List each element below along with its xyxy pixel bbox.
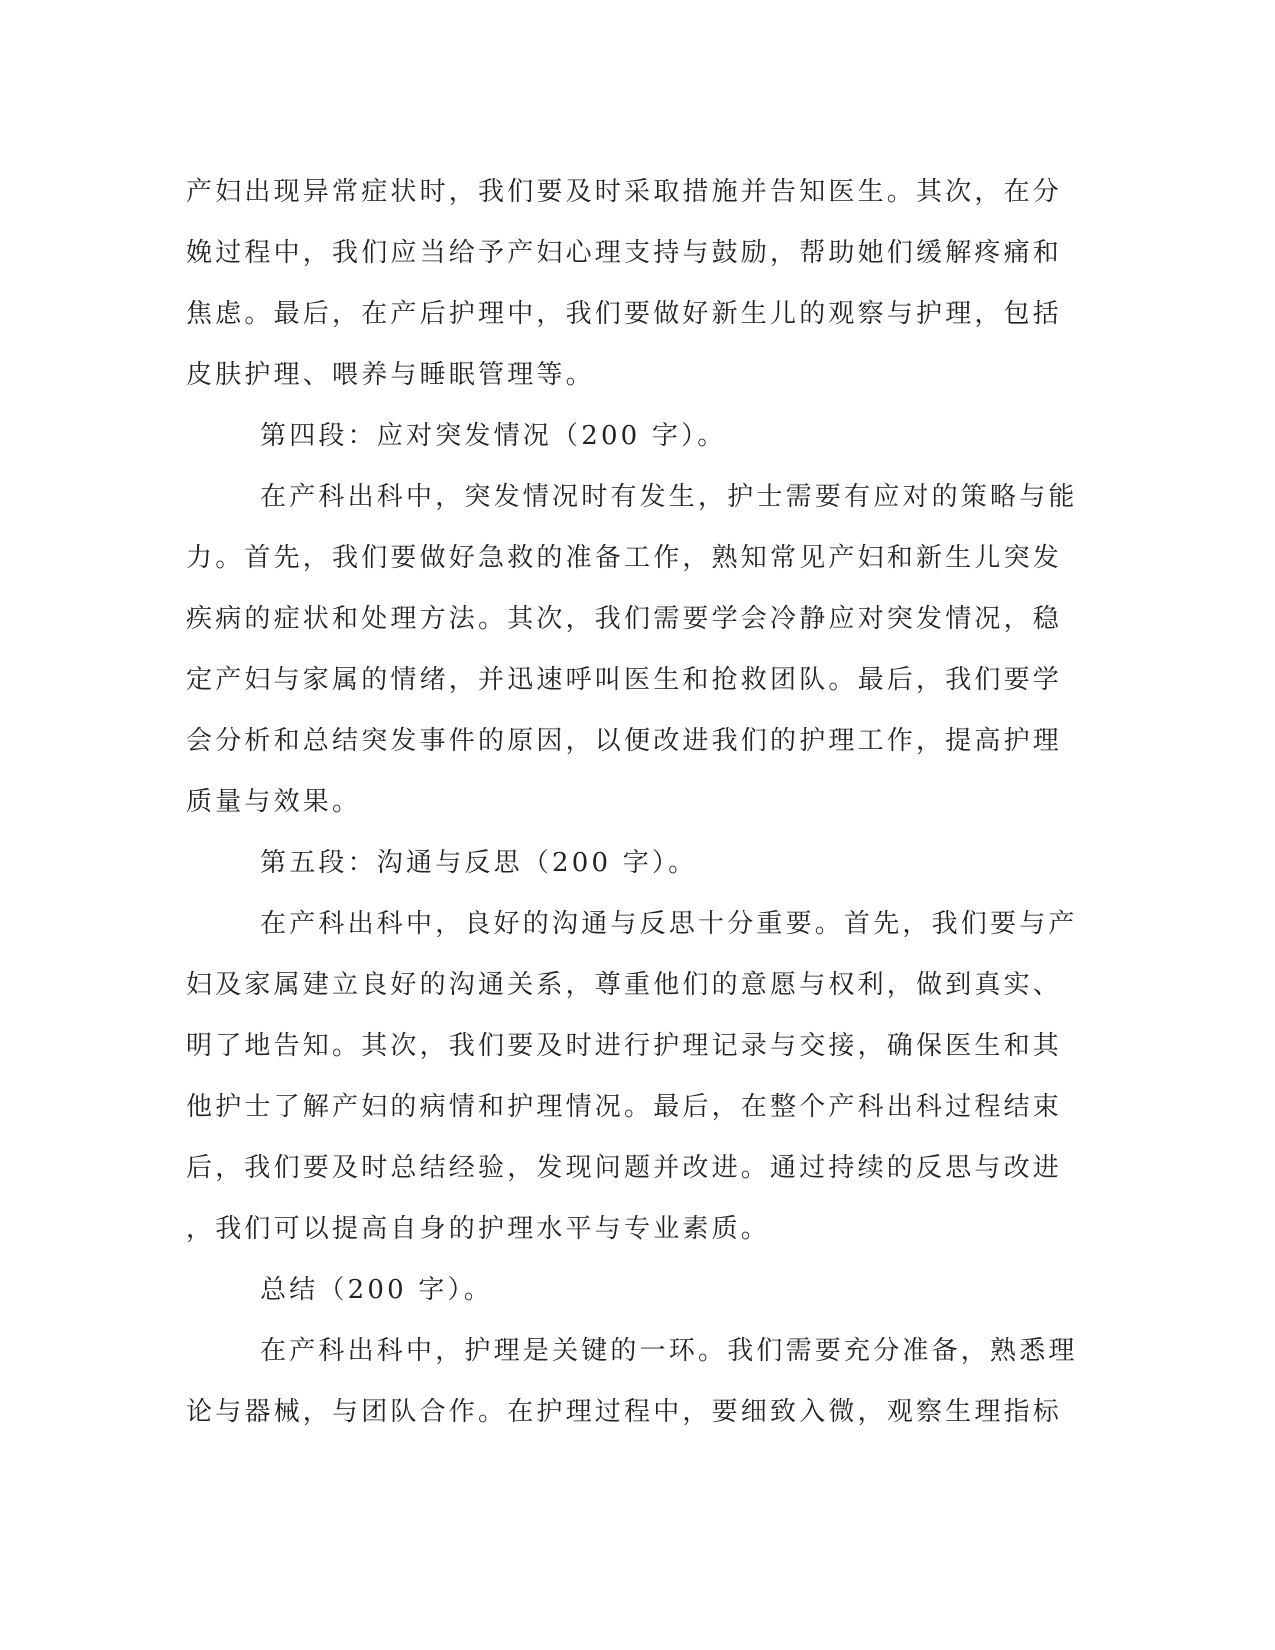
paragraph-line: 皮肤护理、喂养与睡眠管理等。 [186,360,595,390]
section-heading-summary: 总结（200 字）。 [260,1275,493,1305]
paragraph-line: 产妇出现异常症状时，我们要及时采取措施并告知医生。其次，在分 [186,177,1063,207]
paragraph-line: 在产科出科中，良好的沟通与反思十分重要。首先，我们要与产 [260,909,1078,939]
paragraph-line: 焦虑。最后，在产后护理中，我们要做好新生儿的观察与护理，包括 [186,299,1063,329]
paragraph-line: 会分析和总结突发事件的原因，以便改进我们的护理工作，提高护理 [186,726,1063,756]
paragraph-line: 他护士了解产妇的病情和护理情况。最后，在整个产科出科过程结束 [186,1092,1063,1122]
paragraph-line: 定产妇与家属的情绪，并迅速呼叫医生和抢救团队。最后，我们要学 [186,665,1063,695]
paragraph-line: 在产科出科中，突发情况时有发生，护士需要有应对的策略与能 [260,482,1078,512]
section-heading-4: 第四段：应对突发情况（200 字）。 [260,421,727,451]
paragraph-line: 娩过程中，我们应当给予产妇心理支持与鼓励，帮助她们缓解疼痛和 [186,238,1063,268]
paragraph-line: 明了地告知。其次，我们要及时进行护理记录与交接，确保医生和其 [186,1031,1063,1061]
section-heading-5: 第五段：沟通与反思（200 字）。 [260,848,698,878]
paragraph-line: 论与器械，与团队合作。在护理过程中，要细致入微，观察生理指标 [186,1397,1063,1427]
paragraph-line: 后，我们要及时总结经验，发现问题并改进。通过持续的反思与改进 [186,1153,1063,1183]
paragraph-line: 妇及家属建立良好的沟通关系，尊重他们的意愿与权利，做到真实、 [186,970,1063,1000]
document-body [186,162,1078,1443]
paragraph-line: 力。首先，我们要做好急救的准备工作，熟知常见产妇和新生儿突发 [186,543,1063,573]
paragraph-line: 疾病的症状和处理方法。其次，我们需要学会冷静应对突发情况，稳 [186,604,1063,634]
paragraph-line: ，我们可以提高自身的护理水平与专业素质。 [186,1214,771,1244]
paragraph-line: 质量与效果。 [186,787,362,817]
paragraph-line: 在产科出科中，护理是关键的一环。我们需要充分准备，熟悉理 [260,1336,1078,1366]
